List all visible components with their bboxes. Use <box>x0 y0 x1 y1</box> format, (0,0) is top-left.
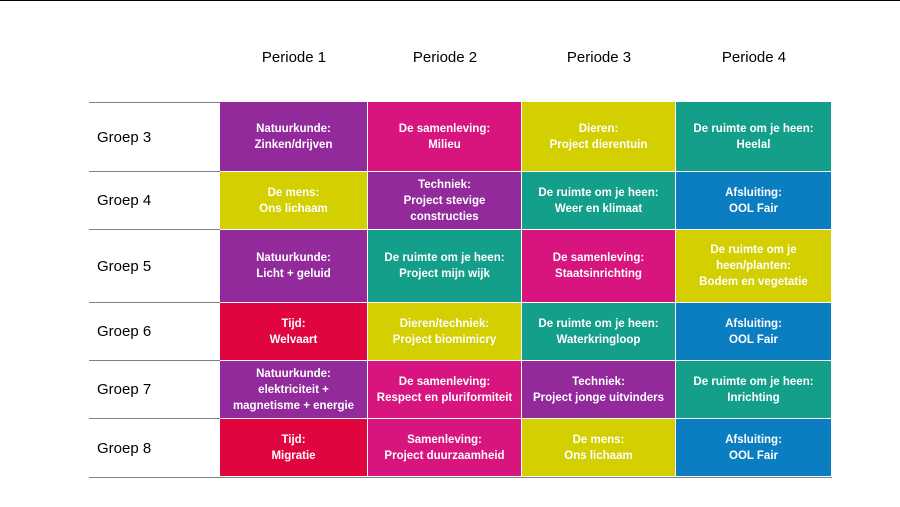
period-header: Periode 4 <box>721 49 787 66</box>
topic-text: OOL Fair <box>729 449 778 462</box>
topic-cell <box>368 419 522 477</box>
topic-text: Welvaart <box>269 333 318 346</box>
topic-cell <box>676 419 832 477</box>
topic-cell <box>220 303 368 361</box>
topic-cell <box>368 102 522 172</box>
topic-text: Project jonge uitvinders <box>533 391 664 404</box>
topic-text: magnetisme + energie <box>232 399 355 412</box>
topic-cell <box>522 230 676 303</box>
topic-text: elektriciteit + <box>258 383 329 396</box>
topic-text: De mens: <box>572 433 625 446</box>
topic-text: Dieren/techniek: <box>399 317 490 330</box>
topic-cell <box>522 172 676 230</box>
period-header: Periode 1 <box>261 49 327 66</box>
topic-text: De ruimte om je heen: <box>693 375 814 388</box>
period-header-row <box>220 48 832 68</box>
period-header: Periode 3 <box>566 49 632 66</box>
topic-text: OOL Fair <box>729 333 778 346</box>
topic-cell <box>676 361 832 419</box>
topic-text: heen/planten: <box>716 260 791 272</box>
topic-cell <box>676 172 832 230</box>
topic-text: Natuurkunde: <box>256 122 331 135</box>
topic-text: Inrichting <box>727 391 780 404</box>
topic-text: Ons lichaam <box>259 202 328 215</box>
topic-cell <box>676 303 832 361</box>
topic-text: De mens: <box>267 186 320 199</box>
topic-text: Licht + geluid <box>256 268 331 280</box>
topic-cell <box>368 303 522 361</box>
topic-text: Tijd: <box>281 433 306 446</box>
topic-cell <box>220 361 368 419</box>
topic-text: Project stevige <box>403 194 486 207</box>
row-label: Groep 6 <box>89 303 220 361</box>
topic-text: Dieren: <box>578 122 619 135</box>
topic-text: Afsluiting: <box>725 186 782 199</box>
topic-cell <box>220 230 368 303</box>
topic-text: Bodem en vegetatie <box>699 276 808 288</box>
topic-text: De ruimte om je heen: <box>538 317 659 330</box>
row-label: Groep 7 <box>89 361 220 419</box>
topic-cell <box>220 102 368 172</box>
topic-text: Weer en klimaat <box>554 202 643 215</box>
topic-text: Project biomimicry <box>392 333 497 346</box>
topic-text: Staatsinrichting <box>555 268 642 280</box>
topic-text: Respect en pluriformiteit <box>376 391 513 404</box>
topic-text: De ruimte om je heen: <box>538 186 659 199</box>
topic-text: Afsluiting: <box>725 317 782 330</box>
topic-text: De ruimte om je heen: <box>384 252 505 264</box>
topic-cell <box>522 361 676 419</box>
topic-text: De samenleving: <box>398 122 491 135</box>
topic-text: Samenleving: <box>407 433 482 446</box>
topic-cell <box>368 230 522 303</box>
topic-text: Techniek: <box>572 375 625 388</box>
top-divider <box>0 0 900 1</box>
topic-text: De samenleving: <box>552 252 645 264</box>
topic-cell <box>220 419 368 477</box>
topic-cell <box>522 419 676 477</box>
topic-text: Tijd: <box>281 317 306 330</box>
topic-cell <box>220 172 368 230</box>
topic-text: Project mijn wijk <box>399 268 490 280</box>
topic-cell <box>676 102 832 172</box>
topic-cell <box>676 230 832 303</box>
topic-text: Project dierentuin <box>549 138 648 151</box>
topic-text: De ruimte om je heen: <box>693 122 814 135</box>
topic-text: Ons lichaam <box>564 449 633 462</box>
topic-text: Heelal <box>736 138 771 151</box>
topic-text: Natuurkunde: <box>256 367 331 380</box>
topic-cell <box>522 303 676 361</box>
row-label: Groep 4 <box>89 172 220 230</box>
topic-text: Zinken/drijven <box>254 138 333 151</box>
row-label: Groep 5 <box>89 230 220 303</box>
topic-text: Natuurkunde: <box>256 252 331 264</box>
topic-text: OOL Fair <box>729 202 778 215</box>
topic-text: Waterkringloop <box>556 333 641 346</box>
topic-cell <box>368 172 522 230</box>
topic-text: constructies <box>410 210 479 223</box>
topic-text: Project duurzaamheid <box>384 449 505 462</box>
bottom-divider <box>89 477 832 478</box>
topic-text: Milieu <box>428 138 461 151</box>
topic-cell <box>368 361 522 419</box>
row-label: Groep 8 <box>97 439 152 457</box>
topic-text: Techniek: <box>418 178 471 191</box>
period-header: Periode 2 <box>412 49 478 66</box>
topic-text: Migratie <box>271 449 316 462</box>
row-label: Groep 3 <box>89 102 220 172</box>
topic-text: De ruimte om je <box>710 244 797 256</box>
topic-cell <box>522 102 676 172</box>
topic-text: De samenleving: <box>398 375 491 388</box>
curriculum-grid <box>89 102 832 477</box>
topic-text: Afsluiting: <box>725 433 782 446</box>
